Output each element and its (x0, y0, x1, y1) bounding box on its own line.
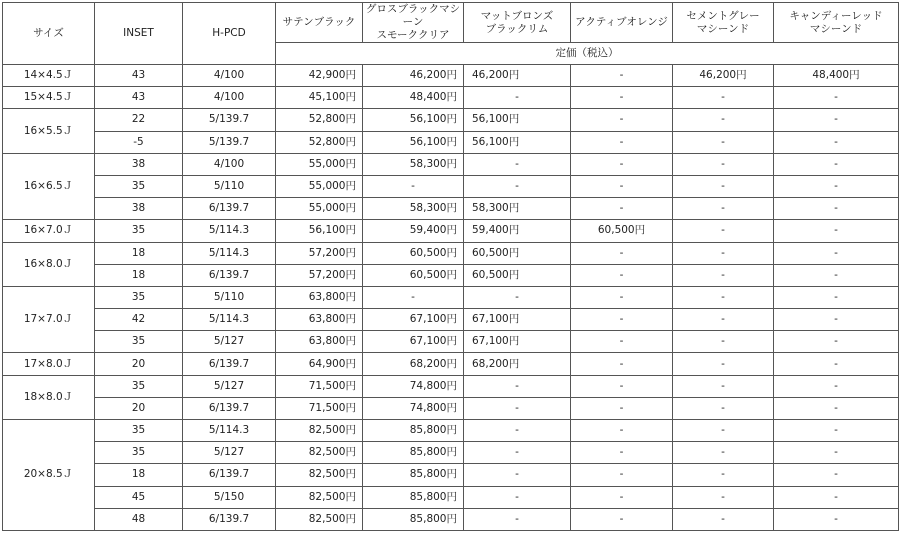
cell-pcd: 5/114.3 (183, 420, 276, 442)
cell-price: - (673, 420, 774, 442)
table-row (3, 420, 899, 442)
cell-price: - (673, 353, 774, 375)
cell-price: - (774, 464, 899, 486)
cell-price: - (571, 331, 673, 353)
cell-inset: 20 (95, 353, 183, 375)
cell-pcd: 5/150 (183, 486, 276, 508)
cell-price: - (774, 508, 899, 530)
cell-price: - (464, 153, 571, 175)
cell-pcd: 5/110 (183, 286, 276, 308)
table-row (3, 442, 899, 464)
cell-price: 74,800円 (363, 397, 464, 419)
cell-price: - (774, 220, 899, 242)
cell-price: - (774, 442, 899, 464)
cell-price: 68,200円 (363, 353, 464, 375)
cell-price: - (673, 331, 774, 353)
cell-inset: 43 (95, 87, 183, 109)
cell-size: 16×8.0Ｊ (3, 242, 95, 286)
cell-inset: 45 (95, 486, 183, 508)
cell-pcd: 5/127 (183, 375, 276, 397)
cell-price: 71,500円 (276, 375, 363, 397)
table-row (3, 198, 899, 220)
cell-price: 82,500円 (276, 486, 363, 508)
cell-pcd: 6/139.7 (183, 353, 276, 375)
cell-price: - (673, 286, 774, 308)
cell-price: - (571, 464, 673, 486)
header-row (3, 3, 899, 43)
cell-price: 60,500円 (363, 264, 464, 286)
cell-price: 58,300円 (363, 198, 464, 220)
cell-price: 82,500円 (276, 442, 363, 464)
cell-price: - (673, 486, 774, 508)
cell-price: - (571, 286, 673, 308)
cell-price: - (673, 175, 774, 197)
cell-price: - (774, 353, 899, 375)
cell-price: 55,000円 (276, 198, 363, 220)
cell-price: - (774, 175, 899, 197)
cell-price: - (571, 264, 673, 286)
cell-inset: 20 (95, 397, 183, 419)
cell-price: 85,800円 (363, 486, 464, 508)
cell-pcd: 6/139.7 (183, 264, 276, 286)
table-row (3, 175, 899, 197)
cell-price: 63,800円 (276, 309, 363, 331)
cell-price: 71,500円 (276, 397, 363, 419)
cell-price: - (571, 486, 673, 508)
cell-price: 64,900円 (276, 353, 363, 375)
cell-price: - (673, 464, 774, 486)
table-row (3, 153, 899, 175)
cell-pcd: 5/114.3 (183, 309, 276, 331)
table-row (3, 464, 899, 486)
header-color-line1: グロスブラックマシーン (365, 3, 461, 28)
cell-price: - (673, 242, 774, 264)
header-color-line1: キャンディーレッド (789, 9, 883, 22)
cell-pcd: 5/114.3 (183, 242, 276, 264)
cell-price: - (774, 309, 899, 331)
cell-price: - (673, 153, 774, 175)
cell-price: - (464, 175, 571, 197)
cell-inset: 22 (95, 109, 183, 131)
table-row (3, 242, 899, 264)
wheel-price-table (2, 2, 899, 531)
cell-inset: 48 (95, 508, 183, 530)
table-row (3, 109, 899, 131)
cell-price: 82,500円 (276, 420, 363, 442)
cell-inset: 38 (95, 198, 183, 220)
cell-price: - (774, 198, 899, 220)
cell-price: - (673, 87, 774, 109)
cell-price: 68,200円 (464, 353, 571, 375)
cell-price: - (774, 375, 899, 397)
header-color-line2: ブラックリム (485, 22, 549, 35)
cell-price: - (571, 131, 673, 153)
cell-pcd: 6/139.7 (183, 397, 276, 419)
header-color-line1: セメントグレー (686, 9, 760, 22)
cell-price: - (673, 264, 774, 286)
cell-pcd: 5/127 (183, 331, 276, 353)
cell-price: 56,100円 (363, 109, 464, 131)
cell-price: - (571, 175, 673, 197)
cell-price: - (571, 242, 673, 264)
cell-pcd: 5/139.7 (183, 131, 276, 153)
cell-price: 60,500円 (363, 242, 464, 264)
cell-size: 15×4.5Ｊ (3, 87, 95, 109)
cell-inset: 18 (95, 242, 183, 264)
cell-price: - (774, 420, 899, 442)
table-row (3, 65, 899, 87)
table-row (3, 286, 899, 308)
cell-price: - (464, 87, 571, 109)
cell-inset: 35 (95, 375, 183, 397)
cell-price: 60,500円 (464, 264, 571, 286)
header-size: サイズ (3, 3, 95, 65)
cell-inset: 35 (95, 286, 183, 308)
cell-price: - (571, 198, 673, 220)
cell-price: 82,500円 (276, 464, 363, 486)
cell-price: 48,400円 (774, 65, 899, 87)
cell-price: 46,200円 (673, 65, 774, 87)
table-row (3, 264, 899, 286)
cell-size: 14×4.5Ｊ (3, 65, 95, 87)
header-color-line1: マットブロンズ (480, 9, 554, 22)
cell-inset: 18 (95, 464, 183, 486)
cell-pcd: 4/100 (183, 153, 276, 175)
cell-price: - (571, 153, 673, 175)
cell-price: 63,800円 (276, 286, 363, 308)
table-row (3, 309, 899, 331)
cell-price: - (774, 397, 899, 419)
cell-price: - (464, 442, 571, 464)
cell-pcd: 6/139.7 (183, 464, 276, 486)
cell-price: - (774, 87, 899, 109)
cell-price: - (673, 508, 774, 530)
cell-price: 57,200円 (276, 264, 363, 286)
table-row (3, 331, 899, 353)
cell-pcd: 4/100 (183, 65, 276, 87)
table-row (3, 220, 899, 242)
cell-price: 60,500円 (571, 220, 673, 242)
table-row (3, 375, 899, 397)
cell-price: - (673, 220, 774, 242)
cell-price: - (774, 242, 899, 264)
cell-price: - (673, 375, 774, 397)
cell-price: - (571, 309, 673, 331)
header-color-line2: マシーンド (696, 22, 750, 35)
header-pcd: H-PCD (183, 3, 276, 65)
cell-price: - (571, 420, 673, 442)
cell-price: 85,800円 (363, 442, 464, 464)
cell-price: 56,100円 (464, 109, 571, 131)
cell-price: 52,800円 (276, 131, 363, 153)
table-row (3, 508, 899, 530)
cell-price: - (464, 420, 571, 442)
cell-price: 85,800円 (363, 420, 464, 442)
cell-price: - (571, 397, 673, 419)
cell-price: - (571, 442, 673, 464)
cell-pcd: 6/139.7 (183, 198, 276, 220)
cell-size: 20×8.5Ｊ (3, 420, 95, 531)
cell-inset: 18 (95, 264, 183, 286)
table-row (3, 486, 899, 508)
header-color-line1: アクティブオレンジ (575, 16, 668, 28)
cell-price: - (464, 375, 571, 397)
cell-price: 48,400円 (363, 87, 464, 109)
cell-price: 85,800円 (363, 464, 464, 486)
header-color-gloss-black-machine-smoke-clear (363, 3, 464, 43)
cell-size: 16×5.5Ｊ (3, 109, 95, 153)
cell-price: - (464, 286, 571, 308)
header-inset: INSET (95, 3, 183, 65)
cell-price: - (571, 109, 673, 131)
cell-price: 56,100円 (276, 220, 363, 242)
cell-price: 46,200円 (464, 65, 571, 87)
cell-price: 63,800円 (276, 331, 363, 353)
cell-pcd: 5/114.3 (183, 220, 276, 242)
cell-size: 17×8.0Ｊ (3, 353, 95, 375)
cell-price: - (464, 486, 571, 508)
cell-pcd: 4/100 (183, 87, 276, 109)
cell-price: 67,100円 (464, 331, 571, 353)
cell-price: 58,300円 (464, 198, 571, 220)
cell-price: - (774, 131, 899, 153)
cell-price: - (673, 442, 774, 464)
cell-pcd: 5/110 (183, 175, 276, 197)
cell-price: 59,400円 (363, 220, 464, 242)
cell-inset: -5 (95, 131, 183, 153)
cell-inset: 35 (95, 220, 183, 242)
cell-price: - (464, 397, 571, 419)
header-color-matte-bronze-black-rim (464, 3, 571, 43)
cell-pcd: 6/139.7 (183, 508, 276, 530)
cell-price: - (673, 109, 774, 131)
cell-price: - (673, 131, 774, 153)
header-color-line2: マシーンド (809, 22, 863, 35)
cell-inset: 42 (95, 309, 183, 331)
cell-inset: 35 (95, 420, 183, 442)
cell-size: 17×7.0Ｊ (3, 286, 95, 353)
header-color-active-orange (571, 3, 673, 43)
cell-pcd: 5/139.7 (183, 109, 276, 131)
cell-inset: 35 (95, 175, 183, 197)
cell-price: 74,800円 (363, 375, 464, 397)
cell-price: 67,100円 (363, 309, 464, 331)
cell-price: - (774, 153, 899, 175)
cell-pcd: 5/127 (183, 442, 276, 464)
cell-price: 67,100円 (363, 331, 464, 353)
cell-price: 67,100円 (464, 309, 571, 331)
cell-price: 59,400円 (464, 220, 571, 242)
table-row (3, 353, 899, 375)
cell-price: - (363, 286, 464, 308)
cell-size: 16×6.5Ｊ (3, 153, 95, 220)
cell-inset: 35 (95, 331, 183, 353)
cell-price: - (774, 486, 899, 508)
cell-price: 56,100円 (464, 131, 571, 153)
cell-inset: 38 (95, 153, 183, 175)
cell-price: 58,300円 (363, 153, 464, 175)
cell-price: - (464, 464, 571, 486)
cell-price: 55,000円 (276, 175, 363, 197)
cell-price: - (673, 198, 774, 220)
cell-price: - (571, 87, 673, 109)
cell-price: - (774, 286, 899, 308)
cell-inset: 43 (95, 65, 183, 87)
cell-price: - (774, 109, 899, 131)
cell-price: 82,500円 (276, 508, 363, 530)
cell-price: - (571, 65, 673, 87)
cell-price: 85,800円 (363, 508, 464, 530)
header-color-candy-red-machined (774, 3, 899, 43)
cell-price: - (774, 264, 899, 286)
cell-size: 18×8.0Ｊ (3, 375, 95, 419)
header-color-line1: サテンブラック (282, 16, 356, 28)
cell-price: 56,100円 (363, 131, 464, 153)
cell-price: - (774, 331, 899, 353)
table-body (3, 65, 899, 531)
cell-price: 42,900円 (276, 65, 363, 87)
cell-size: 16×7.0Ｊ (3, 220, 95, 242)
cell-price: - (673, 397, 774, 419)
cell-price: - (571, 353, 673, 375)
cell-price: 52,800円 (276, 109, 363, 131)
cell-price: - (673, 309, 774, 331)
cell-price: - (363, 175, 464, 197)
cell-price: 55,000円 (276, 153, 363, 175)
cell-price: 46,200円 (363, 65, 464, 87)
cell-price: 60,500円 (464, 242, 571, 264)
cell-price: - (571, 508, 673, 530)
header-color-line2: スモーククリア (376, 29, 450, 41)
cell-price: 45,100円 (276, 87, 363, 109)
cell-inset: 35 (95, 442, 183, 464)
table-row (3, 131, 899, 153)
header-price-note: 定価（税込） (276, 43, 899, 65)
cell-price: 57,200円 (276, 242, 363, 264)
cell-price: - (571, 375, 673, 397)
header-color-satin-black (276, 3, 363, 43)
cell-price: - (464, 508, 571, 530)
table-row (3, 397, 899, 419)
table-row (3, 87, 899, 109)
header-color-cement-grey-machined (673, 3, 774, 43)
